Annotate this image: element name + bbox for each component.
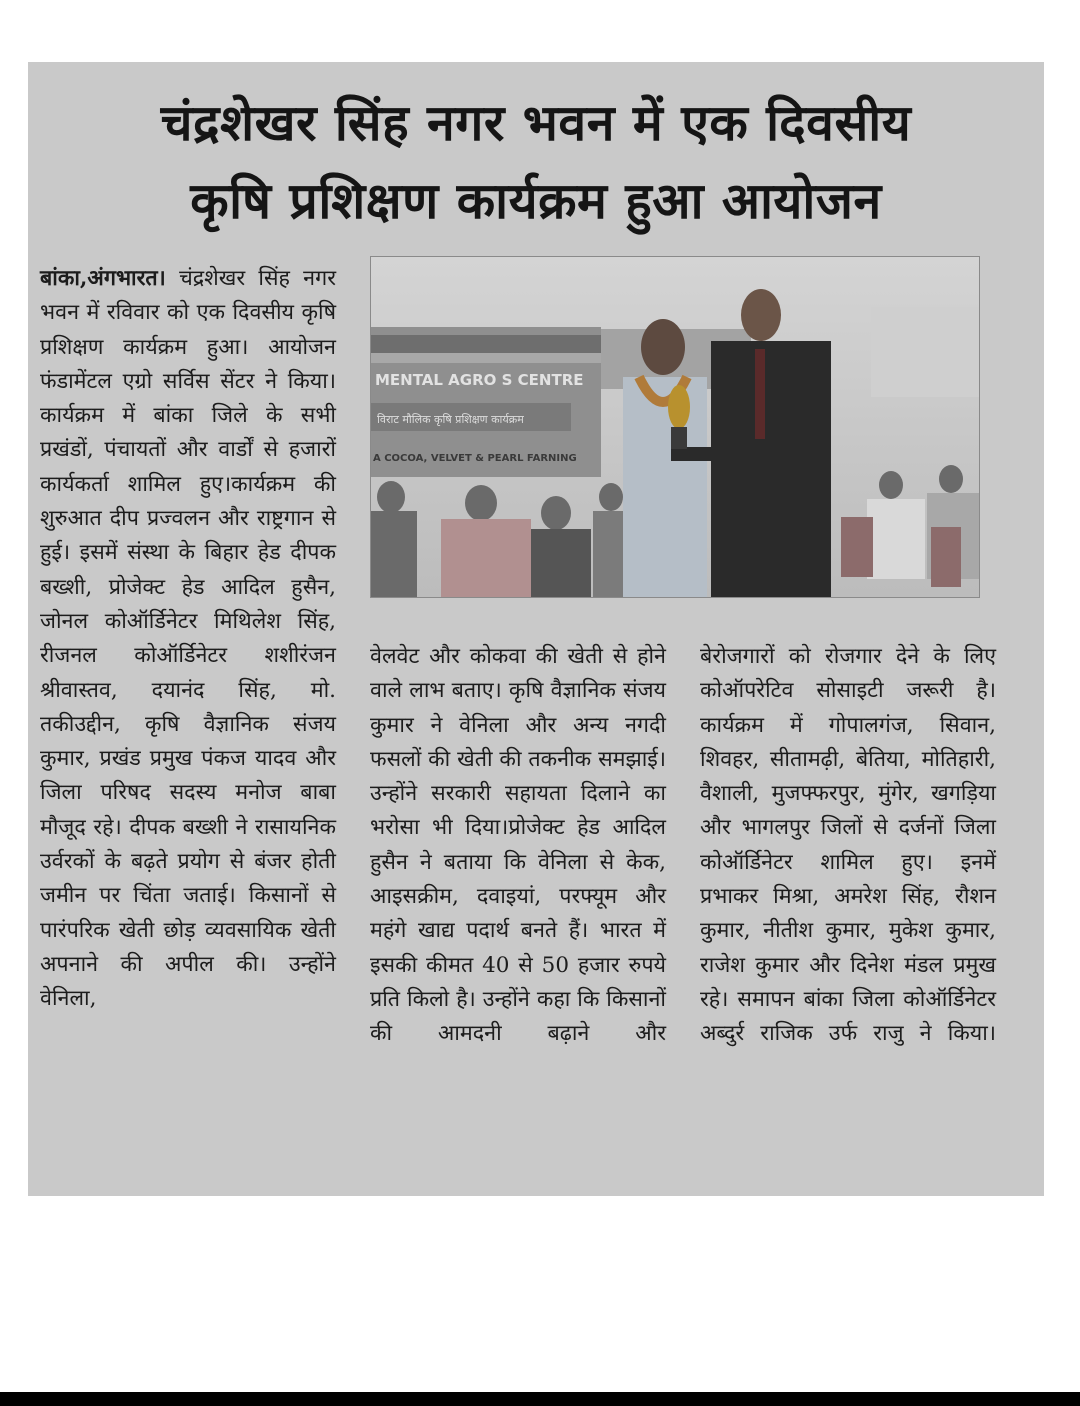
article-headline bbox=[28, 84, 1044, 240]
banner-tagline: A COCOA, VELVET & PEARL FARNING bbox=[373, 453, 577, 464]
headline-line-1: चंद्रशेखर सिंह नगर भवन में एक दिवसीय bbox=[160, 94, 912, 152]
trophy-icon bbox=[668, 385, 690, 449]
news-photo bbox=[370, 256, 980, 598]
banner-flowers bbox=[371, 335, 601, 363]
article-column-2: वेलवेट और कोकवा की खेती से होने वाले लाभ बताए। कृषि वैज्ञानिक संजय कुमार ने वेनिला और अन्य नगदी फसलों की खेती की तकनीक समझाई। उन्होंने सरकारी सहायता दिलाने का भरोसा भी दिया।प्रोजेक्ट हेड आदिल हुसैन ने बताया कि वेनिला से केक, आइसक्रीम, दवाइयां, परफ्यूम और महंगे खाद्य पदार्थ बनते हैं। भारत में इसकी कीमत 40 से 50 हजार रुपये प्रति किलो है। उन्होंने कहा कि किसानों की आमदनी बढ़ाने और bbox=[370, 644, 666, 1047]
column-1-text: चंद्रशेखर सिंह नगर भवन में रविवार को एक दिवसीय कृषि प्रशिक्षण कार्यक्रम हुआ। आयोजन फंडामेंटल एग्रो सर्विस सेंटर ने किया। कार्यक्रम में बांका जिले के सभी प्रखंडों, पंचायतों और वार्डों से हजारों कार्यकर्ता शामिल हुए।कार्यक्रम की शुरुआत दीप प्रज्वलन और राष्ट्रगान से हुई। इसमें संस्था के बिहार हेड दीपक बख्शी, प्रोजेक्ट हेड आदिल हुसैन, जोनल कोऑर्डिनेटर मिथिलेश सिंह, रीजनल कोऑर्डिनेटर शशीरंजन श्रीवास्तव, दयानंद सिंह, मो. तकीउद्दीन, कृषि वैज्ञानिक संजय कुमार, प्रखंड प्रमुख पंकज यादव और जिला परिषद सदस्य मनोज बाबा मौजूद रहे। दीपक बख्शी ने रासायनिक उर्वरकों के बढ़ते प्रयोग से बंजर होती जमीन पर चिंता जताई। किसानों से पारंपरिक खेती छोड़ व्यवसायिक खेती अपनाने की अपील की। उन्होंने वेनिला, bbox=[40, 266, 336, 1012]
bottom-bar bbox=[0, 1392, 1080, 1406]
banner-title: MENTAL AGRO S CENTRE bbox=[375, 371, 584, 389]
banner-subtitle: विराट मौलिक कृषि प्रशिक्षण कार्यक्रम bbox=[377, 413, 524, 426]
award-ceremony-photo bbox=[371, 257, 979, 597]
dateline: बांका,अंगभारत। bbox=[40, 266, 166, 291]
article-column-3: बेरोजगारों को रोजगार देने के लिए कोऑपरेटिव सोसाइटी जरूरी है। कार्यक्रम में गोपालगंज, सिवान, शिवहर, सीतामढ़ी, बेतिया, मोतिहारी, वैशाली, मुजफ्फरपुर, मुंगेर, खगड़िया और भागलपुर जिलों से दर्जनों जिला कोऑर्डिनेटर शामिल हुए। इनमें प्रभाकर मिश्रा, अमरेश सिंह, रौशन कुमार, नीतीश कुमार, मुकेश कुमार, राजेश कुमार और दिनेश मंडल प्रमुख रहे। समापन बांका जिला कोऑर्डिनेटर अब्दुर्र राजिक उर्फ राजु ने किया। bbox=[700, 644, 996, 1047]
headline-line-2: कृषि प्रशिक्षण कार्यक्रम हुआ आयोजन bbox=[190, 172, 882, 230]
newspaper-clipping bbox=[28, 62, 1044, 1196]
article-column-1 bbox=[40, 262, 336, 1017]
